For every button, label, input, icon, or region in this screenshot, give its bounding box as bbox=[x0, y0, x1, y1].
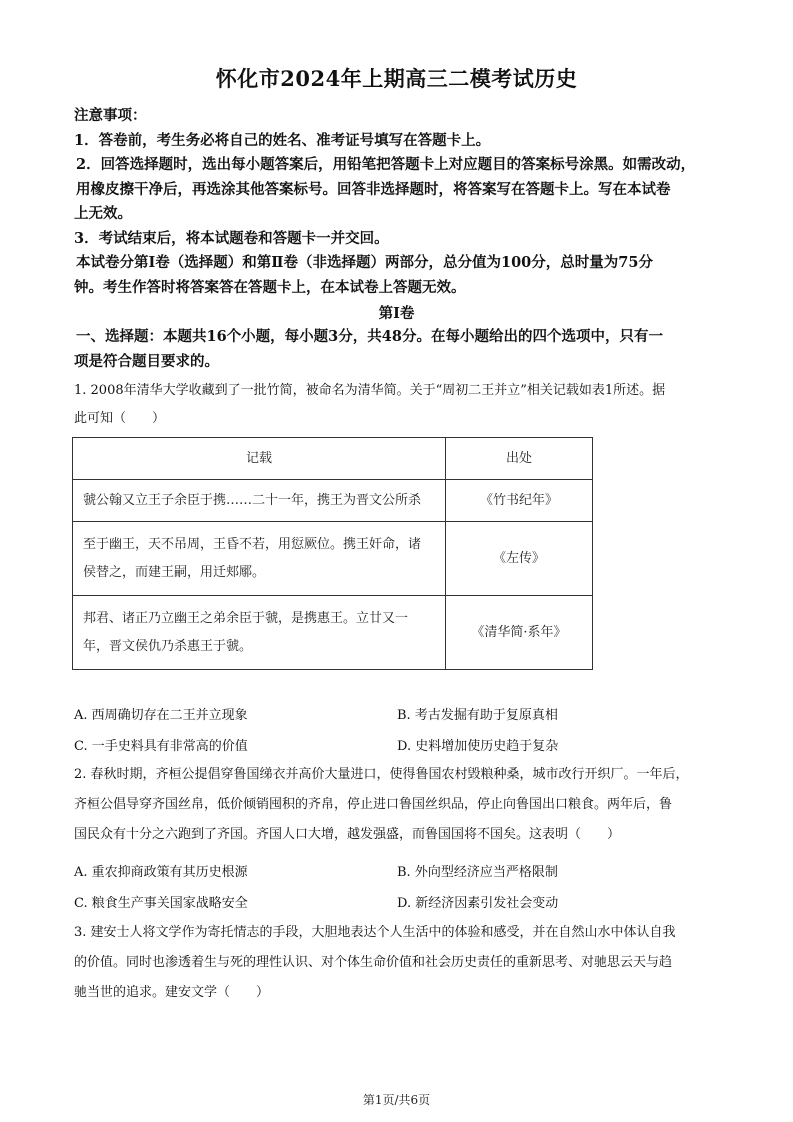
option-c[interactable]: C. 一手史料具有非常高的价值 bbox=[74, 739, 248, 754]
question-line: 国民众有十分之六跑到了齐国。齐国人口大增，越发强盛，而鲁国国将不国矣。这表明（ ） bbox=[74, 827, 621, 842]
table-cell-record bbox=[73, 480, 446, 522]
option-b[interactable]: B. 考古发掘有助于复原真相 bbox=[397, 708, 558, 723]
notes-item: 钟。考生作答时将答案答在答题卡上，在本试卷上答题无效。 bbox=[74, 278, 466, 296]
record-line: 年，晋文侯仇乃杀惠王于虢。 bbox=[83, 638, 253, 654]
option-a[interactable]: A. 西周确切存在二王并立现象 bbox=[74, 708, 248, 723]
notes-heading: 注意事项： bbox=[74, 107, 147, 124]
notes-item: 2．回答选择题时，选出每小题答案后，用铅笔把答题卡上对应题目的答案标号涂黑。如需改动， bbox=[76, 156, 696, 173]
table-row bbox=[73, 522, 593, 596]
question-1-stem bbox=[74, 377, 734, 433]
question-line: 1. 2008年清华大学收藏到了一批竹简，被命名为清华简。关于“周初二王并立”相关记载如表1所述。据 bbox=[74, 383, 666, 398]
table-header-cell: 出处 bbox=[446, 438, 593, 480]
question-line: 2. 春秋时期，齐桓公提倡穿鲁国绨衣并高价大量进口，使得鲁国农村毁粮种桑，城市改行开织厂。一年后， bbox=[74, 767, 689, 782]
notes-item: 本试卷分第Ⅰ卷（选择题）和第Ⅱ卷（非选择题）两部分，总分值为100分，总时量为75分 bbox=[76, 254, 653, 271]
notes-item: 用橡皮擦干净后，再选涂其他答案标号。回答非选择题时，将答案写在答题卡上。写在本试卷 bbox=[76, 180, 671, 198]
notes-item: 3．考试结束后，将本试题卷和答题卡一并交回。 bbox=[74, 229, 389, 247]
page-footer: 第1页/共6页 bbox=[362, 1093, 431, 1107]
notes-item: 1．答卷前，考生务必将自己的姓名、准考证号填写在答题卡上。 bbox=[74, 131, 491, 149]
question-line: 驰当世的追求。建安文学（ ） bbox=[74, 985, 270, 1000]
option-c[interactable]: C. 粮食生产事关国家战略安全 bbox=[74, 896, 248, 911]
option-a[interactable]: A. 重农抑商政策有其历史根源 bbox=[74, 865, 248, 880]
question-3-stem bbox=[74, 918, 734, 1008]
notes-block bbox=[74, 104, 734, 300]
record-line: 邦君、诸正乃立幽王之弟余臣于虢，是携惠王。立廿又一 bbox=[83, 610, 409, 626]
table-header-row bbox=[73, 438, 593, 480]
option-d[interactable]: D. 新经济因素引发社会变动 bbox=[397, 896, 559, 911]
section-heading: 第Ⅰ卷 bbox=[378, 305, 415, 322]
record-line: 至于幽王，天不吊周，王昏不若，用愆厥位。携王奸命，诸 bbox=[83, 536, 422, 552]
part1-instructions bbox=[74, 325, 734, 374]
record-line: 侯替之，而建王嗣，用迁郏鄏。 bbox=[83, 564, 266, 580]
option-b[interactable]: B. 外向型经济应当严格限制 bbox=[397, 865, 558, 880]
part1-line: 项是符合题目要求的。 bbox=[74, 352, 219, 370]
table-row bbox=[73, 480, 593, 522]
table-row bbox=[73, 596, 593, 670]
question-line: 此可知（ ） bbox=[74, 411, 166, 426]
question-line: 的价值。同时也渗透着生与死的理性认识、对个体生命价值和社会历史责任的重新思考、对驰思云天与趋 bbox=[74, 955, 673, 970]
record-line: 虢公翰又立王子余臣于携……二十一年，携王为晋文公所杀 bbox=[83, 492, 422, 508]
question-line: 3. 建安士人将文学作为寄托情志的手段，大胆地表达个人生活中的体验和感受，并在自然山水中体认自我 bbox=[74, 925, 676, 940]
table-cell-source: 《竹书纪年》 bbox=[446, 480, 593, 522]
table-cell-source: 《清华简·系年》 bbox=[446, 596, 593, 670]
table-cell-record bbox=[73, 522, 446, 596]
table-cell-source: 《左传》 bbox=[446, 522, 593, 596]
part1-line: 一、选择题：本题共16个小题，每小题3分，共48分。在每小题给出的四个选项中，只有一 bbox=[76, 328, 663, 345]
records-table bbox=[72, 437, 593, 670]
question-line: 齐桓公倡导穿齐国丝帛，低价倾销囤积的齐帛，停止进口鲁国丝织品，停止向鲁国出口粮食。两年后，鲁 bbox=[74, 797, 673, 812]
table-header-cell: 记载 bbox=[73, 438, 446, 480]
table-cell-record bbox=[73, 596, 446, 670]
exam-title: 怀化市2024年上期高三二模考试历史 bbox=[215, 66, 578, 91]
notes-item: 上无效。 bbox=[74, 205, 132, 222]
question-2-stem bbox=[74, 760, 734, 850]
option-d[interactable]: D. 史料增加使历史趋于复杂 bbox=[397, 739, 559, 754]
